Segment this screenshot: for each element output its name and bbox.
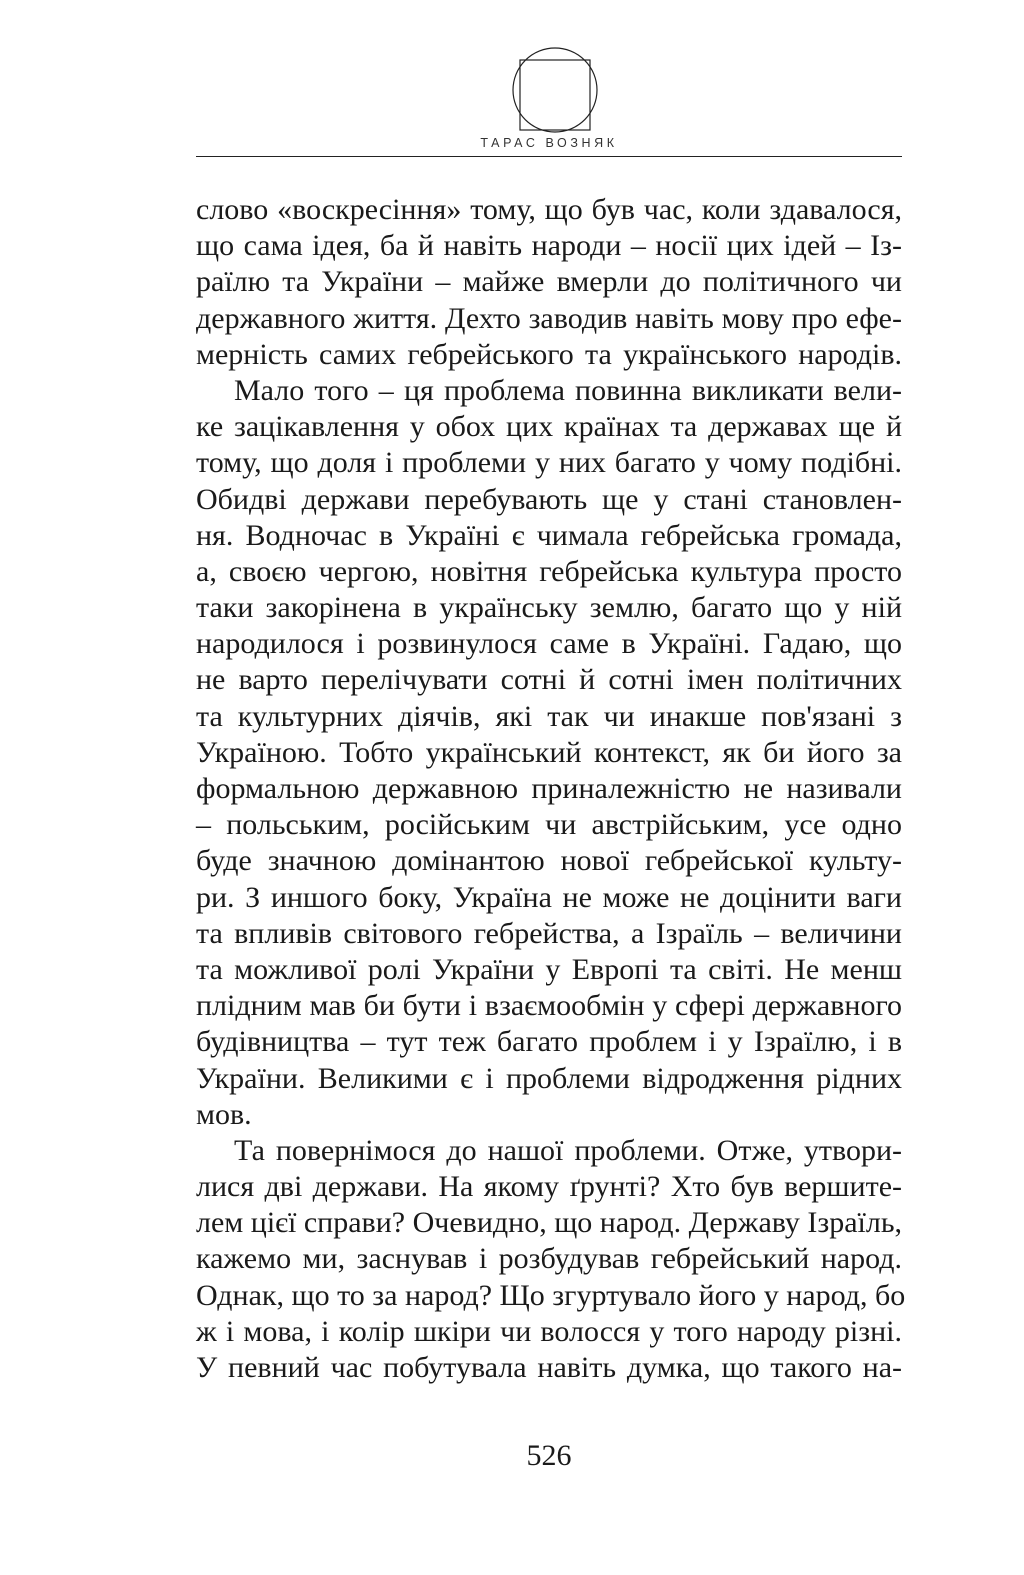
text-line: раїлю та України – майже вмерли до політичного чи xyxy=(196,265,902,299)
text-line: народилося і розвинулося саме в Україні. Гадаю, що xyxy=(196,627,902,661)
header-rule xyxy=(196,156,902,157)
text-line: та можливої ролі України у Европі та світі. Не менш xyxy=(196,952,902,986)
text-line: ке зацікавлення у обох цих країнах та державах ще й xyxy=(196,410,902,444)
page-number: 526 xyxy=(526,1439,572,1472)
text-line: та впливів світового гебрейства, а Ізраїль – величини xyxy=(196,916,902,950)
paragraph-3 xyxy=(196,1133,906,1386)
paragraph-2 xyxy=(196,373,902,1133)
text-line: мерність самих гебрейського та українського народів. xyxy=(196,337,902,371)
text-line: буде значною домінантою нової гебрейської культу- xyxy=(196,844,902,878)
text-line: Україною. Тобто український контекст, як би його за xyxy=(196,735,902,769)
text-line: будівництва – тут теж багато проблем і у Ізраїлю, і в xyxy=(196,1025,902,1059)
text-line: не варто перелічувати сотні й сотні імен політичних xyxy=(196,663,902,697)
text-line: Обидві держави перебувають ще у стані становлен- xyxy=(196,482,902,516)
text-line: лем цієї справи? Очевидно, що народ. Державу Ізраїль, xyxy=(196,1206,903,1240)
text-line: України. Великими є і проблеми відродження рідних xyxy=(196,1061,902,1095)
text-line: та культурних діячів, які так чи инакше пов'язані з xyxy=(196,699,902,733)
text-line: плідним мав би бути і взаємообмін у сфері державного xyxy=(196,989,902,1023)
text-line: формальною державною приналежністю не називали xyxy=(196,772,902,805)
text-line: Та повернімося до нашої проблеми. Отже, утвори- xyxy=(234,1133,902,1167)
text-line: таки закорінена в українську землю, багато що у ній xyxy=(196,591,902,625)
text-line: Мало того – ця проблема повинна викликати вели- xyxy=(234,373,902,407)
text-line: ри. З иншого боку, Україна не може не доцінити ваги xyxy=(196,880,902,914)
text-line: ж і мова, і колір шкіри чи волосся у того народу різні. xyxy=(196,1314,902,1348)
text-line: що сама ідея, ба й навіть народи – носії цих ідей – Із- xyxy=(196,229,902,263)
text-line: слово «воскресіння» тому, що був час, коли здавалося, xyxy=(196,193,902,226)
paragraph-1 xyxy=(196,192,902,373)
text-line: – польським, російським чи австрійським, усе одно xyxy=(196,808,902,842)
circle-square-emblem-icon xyxy=(511,46,599,134)
text-line: ня. Водночас в Україні є чимала гебрейська громада, xyxy=(196,518,902,552)
body-text xyxy=(196,192,906,1386)
text-line: тому, що доля і проблеми у них багато у чому подібні. xyxy=(196,446,902,480)
text-line: а, своєю чергою, новітня гебрейська культура просто xyxy=(196,554,902,588)
text-line: Однак, що то за народ? Що згуртувало його у народ, бо xyxy=(196,1278,906,1312)
text-line: лися дві держави. На якому ґрунті? Хто був вершите- xyxy=(196,1170,902,1204)
text-line: У певний час побутувала навіть думка, що такого на- xyxy=(196,1351,902,1384)
text-line: мов. xyxy=(196,1097,252,1131)
text-line: державного життя. Дехто заводив навіть мову про ефе- xyxy=(196,301,902,335)
text-line: кажемо ми, заснував і розбудував гебрейський народ. xyxy=(196,1242,902,1276)
running-head-author: ТАРАС ВОЗНЯК xyxy=(480,136,618,150)
